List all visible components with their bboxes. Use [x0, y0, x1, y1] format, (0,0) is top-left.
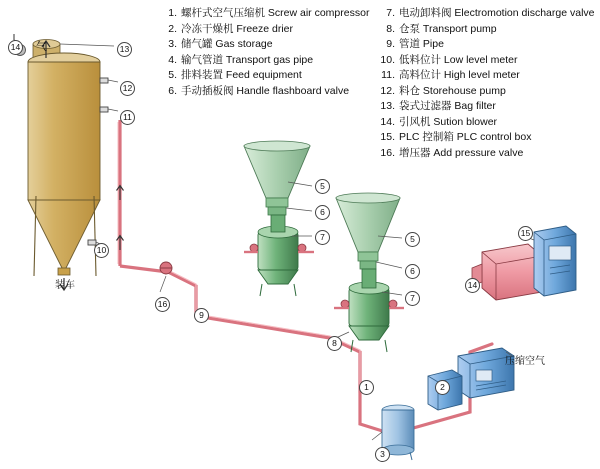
callout-8-transport-pump: 8 [327, 336, 342, 351]
callout-15-plc-control-box: 15 [518, 226, 533, 241]
legend-item [378, 6, 598, 22]
callout-3-gas-storage: 3 [375, 447, 390, 462]
legend-item-label: 冷冻干燥机 Freeze drier [181, 22, 294, 35]
legend-item-number: 6. [168, 84, 177, 97]
legend-item-number: 15. [380, 131, 395, 143]
legend-item-number: 14. [380, 115, 395, 128]
callout-16-add-pressure-valve: 16 [155, 297, 170, 312]
legend-item-number: 13. [380, 100, 395, 112]
legend-item-number: 1. [168, 7, 177, 19]
callout-7-discharge-valve-upper: 7 [315, 230, 330, 245]
legend-item-number: 7. [386, 7, 395, 19]
callout-9-pipe: 9 [194, 308, 209, 323]
legend-item [378, 68, 598, 84]
legend-item-label: 螺杆式空气压缩机 Screw air compressor [181, 7, 370, 19]
legend-item [160, 22, 390, 38]
legend-item [378, 99, 598, 115]
legend-item [378, 146, 598, 162]
callout-14-sution-blower: 14 [465, 278, 480, 293]
callout-11-high-level-meter: 11 [120, 110, 135, 125]
callout-2-freeze-drier: 2 [435, 380, 450, 395]
legend-item-label: 电动卸料阀 Electromotion discharge valve [399, 7, 595, 19]
legend-item-number: 5. [168, 69, 177, 81]
legend-item-number: 3. [168, 38, 177, 50]
legend-item-number: 2. [168, 22, 177, 35]
gas-label: 气 [36, 41, 47, 53]
legend-item [378, 130, 598, 146]
legend-item-number: 12. [380, 84, 395, 97]
legend-item [378, 53, 598, 69]
legend-item-number: 4. [168, 53, 177, 66]
callout-7-discharge-valve-lower: 7 [405, 291, 420, 306]
legend-item-label: 增压器 Add pressure valve [399, 146, 524, 159]
callout-6-flashboard-valve-lower: 6 [405, 264, 420, 279]
legend-item [378, 37, 598, 53]
unload-label: 装车 [55, 280, 75, 291]
callout-5-feed-equipment-upper: 5 [315, 179, 330, 194]
legend-item-label: 手动插板阀 Handle flashboard valve [181, 84, 350, 97]
legend-item-label: 高料位计 High level meter [399, 69, 520, 81]
legend-item-label: 料仓 Storehouse pump [399, 84, 506, 97]
legend-column-2 [378, 6, 598, 161]
legend-column-1 [160, 6, 390, 99]
legend-item [160, 6, 390, 22]
callout-12-storehouse: 12 [120, 81, 135, 96]
callout-13-bag-filter: 13 [117, 42, 132, 57]
callout-10-low-level-meter: 10 [94, 243, 109, 258]
legend-item-number: 16. [380, 146, 395, 159]
legend-item-label: 低料位计 Low level meter [399, 53, 518, 66]
legend-item [160, 37, 390, 53]
legend-item [160, 84, 390, 100]
legend-item-label: PLC 控制箱 PLC control box [399, 131, 532, 143]
legend-item [160, 68, 390, 84]
legend-item-label: 管道 Pipe [399, 38, 444, 50]
legend-item-label: 输气管道 Transport gas pipe [181, 53, 314, 66]
callout-14-blower: 14 [8, 40, 23, 55]
legend-item-number: 10. [380, 53, 395, 66]
legend-item-label: 袋式过滤器 Bag filter [399, 100, 496, 112]
legend-item-number: 11. [381, 69, 395, 81]
legend-item-label: 仓泵 Transport pump [399, 22, 497, 35]
legend-item-label: 引风机 Sution blower [399, 115, 498, 128]
legend-item-label: 排料装置 Feed equipment [181, 69, 302, 81]
legend-item [378, 84, 598, 100]
legend-item [378, 115, 598, 131]
legend-item-number: 8. [386, 22, 395, 35]
callout-6-flashboard-valve-upper: 6 [315, 205, 330, 220]
legend-item-number: 9. [386, 38, 395, 50]
callout-1-screw-air-compressor: 1 [359, 380, 374, 395]
legend-item [378, 22, 598, 38]
legend-item [160, 53, 390, 69]
callout-5-feed-equipment-lower: 5 [405, 232, 420, 247]
legend-item-label: 储气罐 Gas storage [181, 38, 273, 50]
compressed-air-label: 压缩空气 [505, 356, 545, 367]
